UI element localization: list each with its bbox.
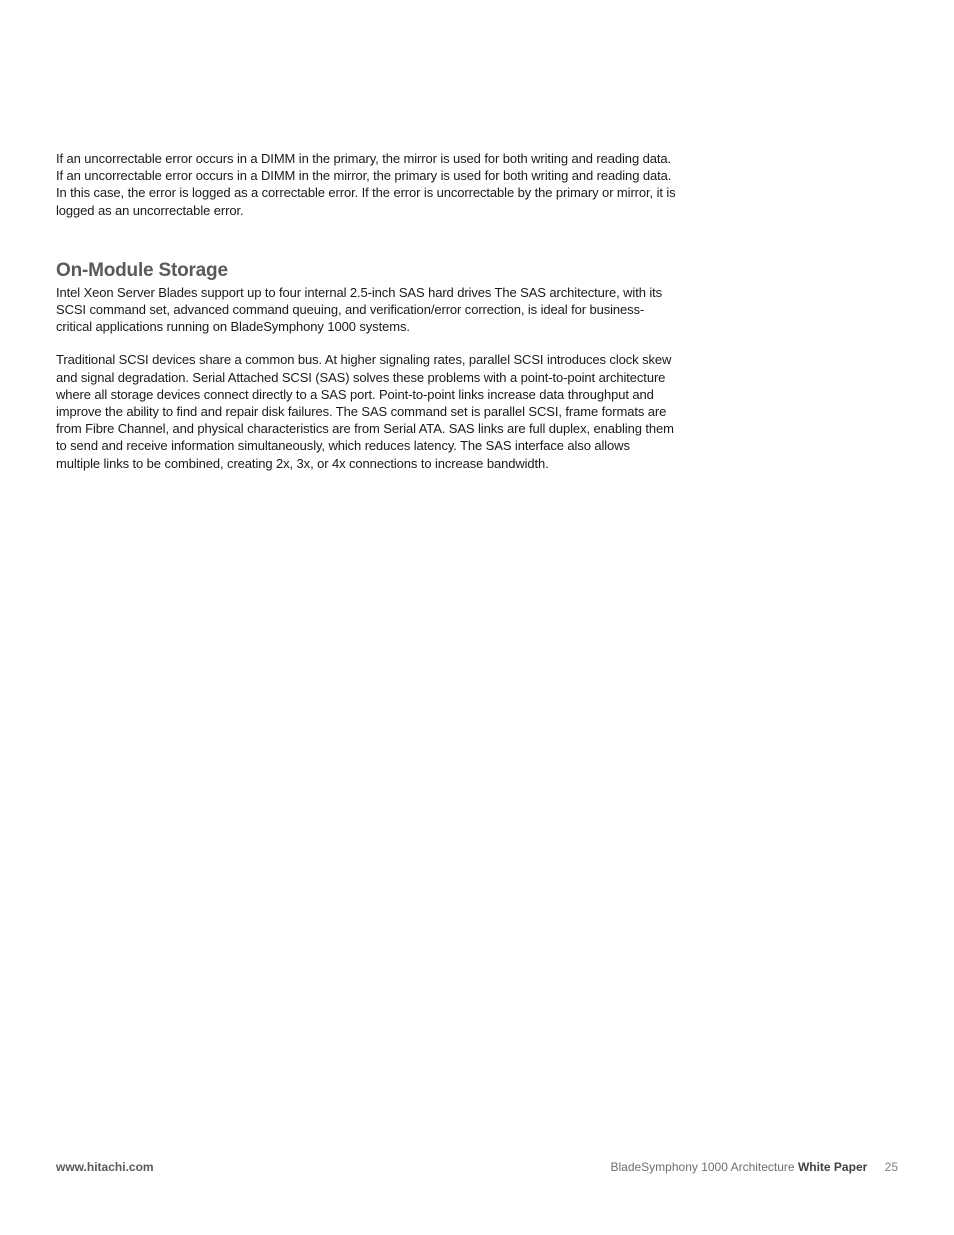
section-paragraph-1: Intel Xeon Server Blades support up to four internal 2.5-inch SAS hard drives The SAS architecture, with its SCSI command set, advanced command queuing, and verification/error correction, is ideal for business-critical applications running on BladeSymphony 1000 systems. <box>56 284 663 335</box>
paragraph-gap <box>56 335 676 351</box>
footer-document-info <box>610 1160 898 1174</box>
page-number: 25 <box>884 1160 898 1174</box>
footer-document-type: White Paper <box>797 1160 868 1174</box>
page-content <box>56 150 676 472</box>
intro-paragraph: If an uncorrectable error occurs in a DIMM in the primary, the mirror is used for both writing and reading data. If an uncorrectable error occurs in a DIMM in the mirror, the primary is used for both writing and reading data. In this case, the error is logged as a correctable error. If the error is uncorrectable by the primary or mirror, it is logged as an uncorrectable error. <box>56 151 676 218</box>
page-footer <box>56 1160 898 1176</box>
section-paragraph-2: Traditional SCSI devices share a common bus. At higher signaling rates, parallel SCSI introduces clock skew and signal degradation. Serial Attached SCSI (SAS) solves these problems with a point-to-point architecture where all storage devices connect directly to a SAS port. Point-to-point links increase data throughput and improve the ability to find and repair disk failures. The SAS command set is parallel SCSI, frame formats are from Fibre Channel, and physical characteristics are from Serial ATA. SAS links are full duplex, enabling them to send and receive information simultaneously, which reduces latency. The SAS interface also allows multiple links to be combined, creating 2x, 3x, or 4x connections to increase bandwidth. <box>56 352 674 471</box>
footer-website-link[interactable]: www.hitachi.com <box>56 1160 154 1174</box>
footer-document-title: BladeSymphony 1000 Architecture <box>610 1160 798 1174</box>
section-heading: On-Module Storage <box>56 259 228 281</box>
